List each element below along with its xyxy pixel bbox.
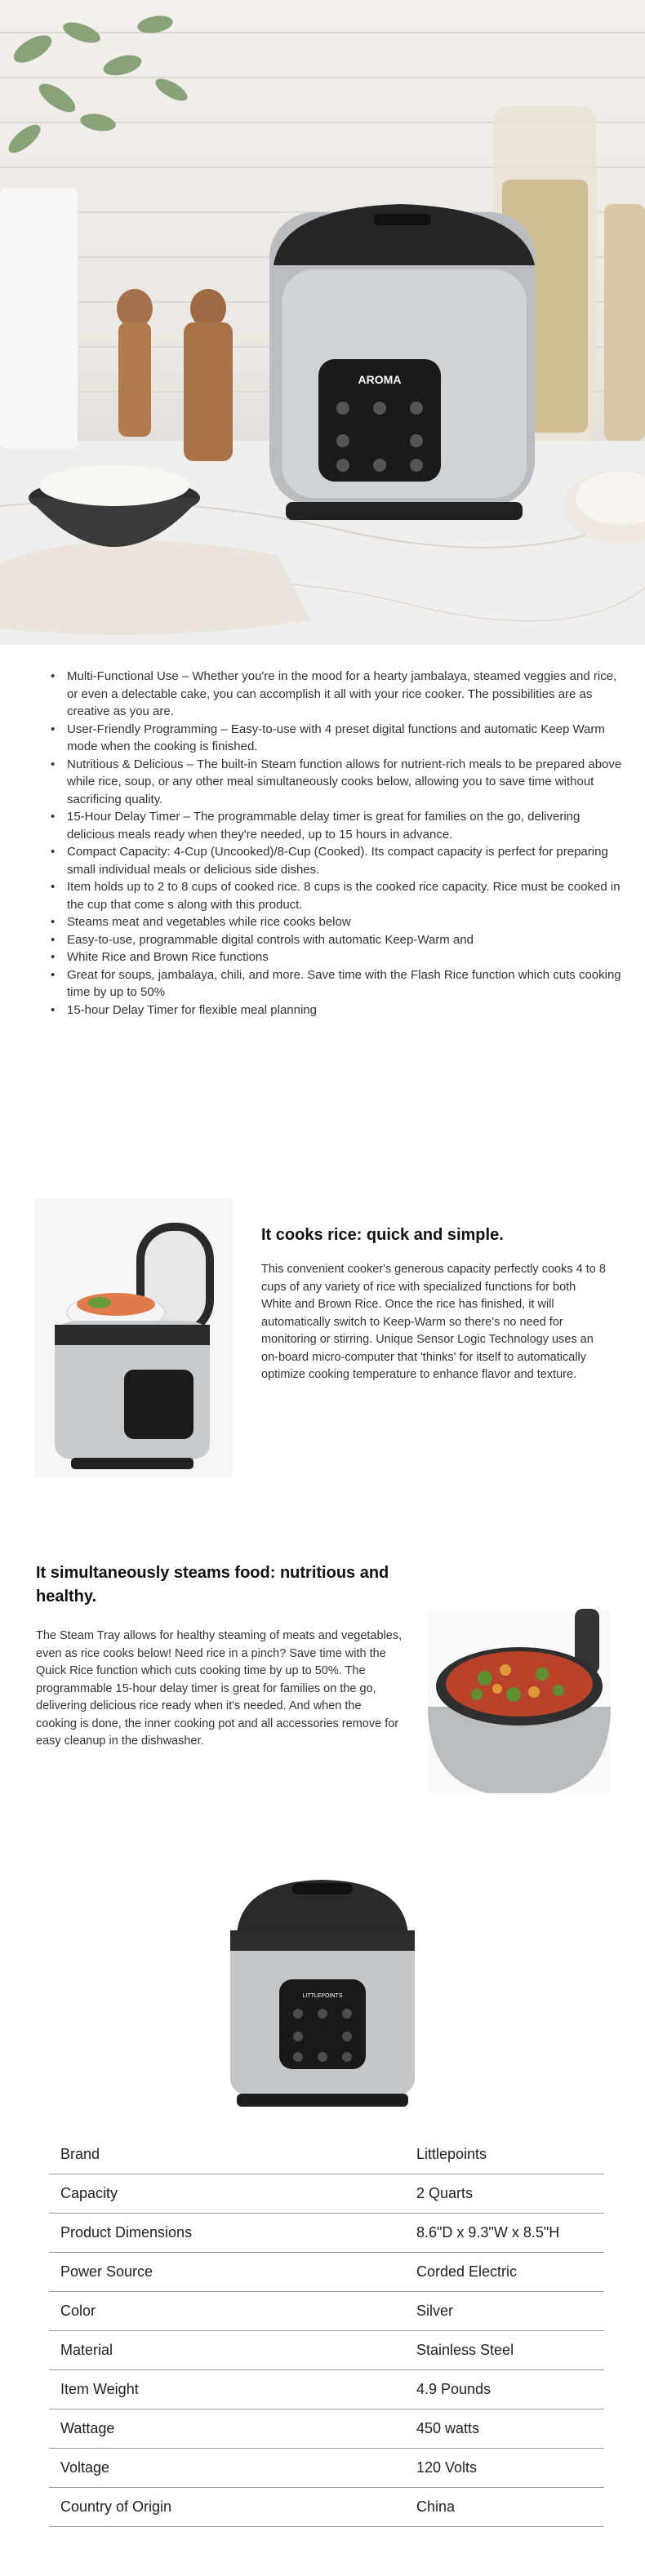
hero-scene xyxy=(0,0,645,645)
spec-label: Item Weight xyxy=(49,2370,405,2409)
feature-item: • 15-Hour Delay Timer – The programmable delay timer is great for families on the go, delivering delicious meals ready when they're needed, up to 15 hours in advance. xyxy=(67,808,630,843)
feature-item: • Item holds up to 2 to 8 cups of cooked rice. 8 cups is the cooked rice capacity. Rice must be cooked in the cup that come s along with this product. xyxy=(67,878,630,913)
table-row xyxy=(49,2292,604,2331)
spec-label: Power Source xyxy=(49,2253,405,2292)
feature-item: • 15-hour Delay Timer for flexible meal planning xyxy=(67,1002,630,1019)
spec-value: 120 Volts xyxy=(405,2449,604,2488)
table-row xyxy=(49,2409,604,2449)
table-row xyxy=(49,2370,604,2409)
section-body: The Steam Tray allows for healthy steaming of meats and vegetables, even as rice cooks below! Need rice in a pinch? Save time with the Quick Rice function which cuts cooking time by up to 50%. The programmable 15-hour delay timer is great for families on the go, delivering delicious rice ready when it's needed. And when the cooking is done, the inner cooking pot and all accessories remove for easy cleanup in the dishwasher. xyxy=(36,1629,403,1748)
feature-list xyxy=(51,668,630,1019)
steamed-food-image xyxy=(428,1609,611,1793)
feature-item: • User-Friendly Programming – Easy-to-use with 4 preset digital functions and automatic Keep Warm mode when the cooking is finished. xyxy=(67,721,630,756)
spec-value: Stainless Steel xyxy=(405,2331,604,2370)
spec-value: 2 Quarts xyxy=(405,2174,604,2214)
table-row xyxy=(49,2214,604,2253)
spec-label: Color xyxy=(49,2292,405,2331)
panel-brand-label: LITTLEPOINTS xyxy=(302,1993,343,1999)
feature-item: • Nutritious & Delicious – The built-in Steam function allows for nutrient-rich meals to be prepared above while rice, soup, or any other meal simultaneously cooks below, allowing you to save time without sacrificing quality. xyxy=(67,756,630,809)
spec-label: Wattage xyxy=(49,2409,405,2449)
feature-item: • Compact Capacity: 4-Cup (Uncooked)/8-Cup (Cooked). Its compact capacity is perfect for preparing small individual meals or delicious side dishes. xyxy=(67,843,630,878)
rice-cooker-open-image xyxy=(34,1198,233,1477)
table-row xyxy=(49,2135,604,2174)
section-title: It cooks rice: quick and simple. xyxy=(261,1226,504,1244)
specifications-table xyxy=(49,2135,604,2527)
table-row xyxy=(49,2174,604,2214)
rice-cooker-product-image xyxy=(220,1873,425,2110)
feature-item: • Great for soups, jambalaya, chili, and more. Save time with the Flash Rice function which cuts cooking time by up to 50% xyxy=(67,966,630,1002)
hero-image xyxy=(0,0,645,645)
spec-value: Littlepoints xyxy=(405,2135,604,2174)
feature-item: • White Rice and Brown Rice functions xyxy=(67,948,630,966)
spec-label: Voltage xyxy=(49,2449,405,2488)
feature-item: • Multi-Functional Use – Whether you're in the mood for a hearty jambalaya, steamed veggies and rice, or even a delectable cake, you can accomplish it all with your rice cooker. The possibilities are as creative as you are. xyxy=(67,668,630,721)
feature-item: • Easy-to-use, programmable digital controls with automatic Keep-Warm and xyxy=(67,931,630,949)
section-title: It simultaneously steams food: nutritious and healthy. xyxy=(36,1564,389,1606)
spec-value: 4.9 Pounds xyxy=(405,2370,604,2409)
spec-value: China xyxy=(405,2488,604,2527)
feature-item: • Steams meat and vegetables while rice cooks below xyxy=(67,913,630,931)
brand-logo: AROMA xyxy=(358,373,402,386)
table-row xyxy=(49,2449,604,2488)
spec-value: 8.6"D x 9.3"W x 8.5"H xyxy=(405,2214,604,2253)
spec-value: Silver xyxy=(405,2292,604,2331)
spec-value: Corded Electric xyxy=(405,2253,604,2292)
spec-label: Country of Origin xyxy=(49,2488,405,2527)
table-row xyxy=(49,2331,604,2370)
spec-label: Capacity xyxy=(49,2174,405,2214)
section-body: This convenient cooker's generous capacity perfectly cooks 4 to 8 cups of any variety of rice with specialized functions for both White and Brown Rice. Once the rice has finished, it will automatically switch to Keep-Warm so there's no need for monitoring or stirring. Unique Sensor Logic Technology uses an on-board micro-computer that 'thinks' for itself to automatically optimize cooking temperature to enhance flavor and texture. xyxy=(261,1263,606,1381)
spec-label: Brand xyxy=(49,2135,405,2174)
table-row xyxy=(49,2253,604,2292)
spec-label: Material xyxy=(49,2331,405,2370)
spec-value: 450 watts xyxy=(405,2409,604,2449)
table-row xyxy=(49,2488,604,2527)
spec-label: Product Dimensions xyxy=(49,2214,405,2253)
